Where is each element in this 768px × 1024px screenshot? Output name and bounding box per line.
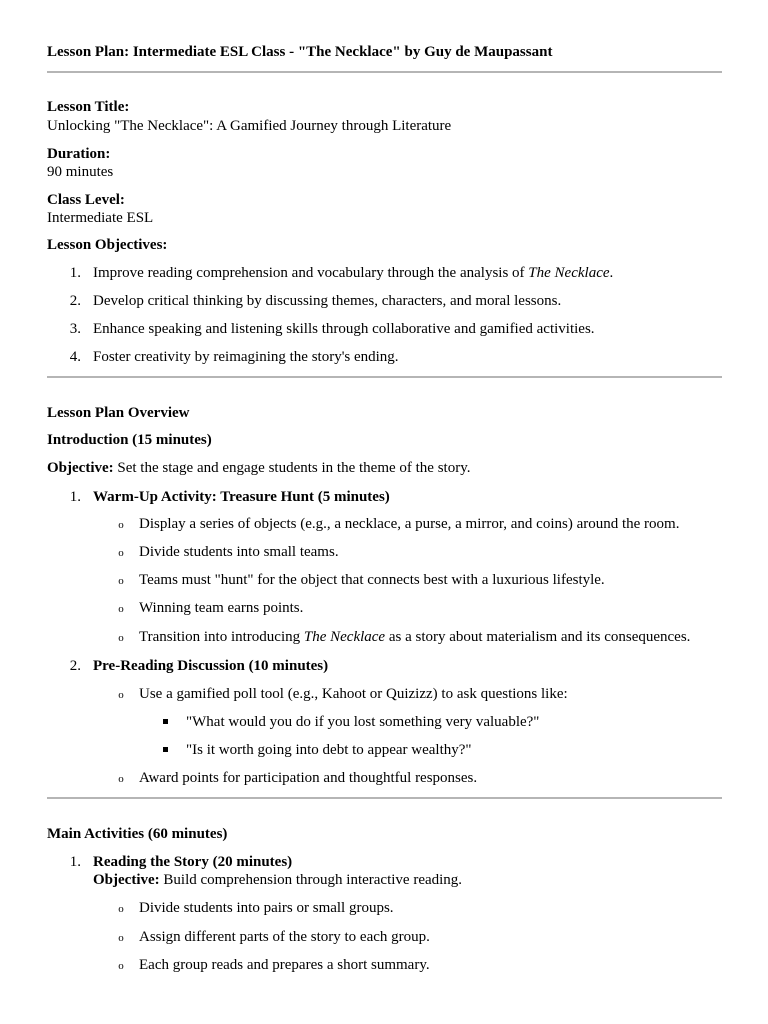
class-level-value: Intermediate ESL	[47, 210, 154, 226]
list-item: Divide students into pairs or small groups.	[139, 900, 394, 916]
step-objective: Objective: Build comprehension through interactive reading.	[93, 872, 463, 888]
circle-bullet-icon: o	[118, 632, 124, 644]
list-number: 2.	[69, 658, 81, 674]
question-item: "What would you do if you lost something very valuable?"	[186, 714, 540, 730]
objective-item: Develop critical thinking by discussing themes, characters, and moral lessons.	[93, 293, 562, 309]
circle-bullet-icon: o	[118, 773, 124, 785]
circle-bullet-icon: o	[118, 547, 124, 559]
list-number: 1.	[69, 489, 81, 505]
list-number: 3.	[69, 321, 81, 337]
duration-label: Duration:	[47, 146, 111, 162]
list-item: Each group reads and prepares a short summary.	[139, 957, 430, 973]
list-item: Award points for participation and thoughtful responses.	[139, 770, 478, 786]
objective-item: Enhance speaking and listening skills through collaborative and gamified activities.	[93, 321, 595, 337]
intro-heading: Introduction (15 minutes)	[47, 432, 212, 448]
list-number: 2.	[69, 293, 81, 309]
step-title: Reading the Story (20 minutes)	[93, 854, 293, 870]
square-bullet-icon	[163, 747, 168, 752]
question-item: "Is it worth going into debt to appear wealthy?"	[186, 742, 472, 758]
list-item: Display a series of objects (e.g., a necklace, a purse, a mirror, and coins) around the room.	[139, 516, 680, 532]
document-title: Lesson Plan: Intermediate ESL Class - "The Necklace" by Guy de Maupassant	[47, 44, 553, 60]
list-item: Divide students into small teams.	[139, 544, 339, 560]
divider	[47, 797, 722, 799]
list-item: Winning team earns points.	[139, 600, 304, 616]
main-activities-heading: Main Activities (60 minutes)	[47, 826, 228, 842]
divider	[47, 71, 722, 73]
divider	[47, 376, 722, 378]
step-title: Pre-Reading Discussion (10 minutes)	[93, 658, 329, 674]
list-item: Teams must "hunt" for the object that connects best with a luxurious lifestyle.	[139, 572, 605, 588]
circle-bullet-icon: o	[118, 960, 124, 972]
class-level-label: Class Level:	[47, 192, 125, 208]
intro-objective: Objective: Set the stage and engage students in the theme of the story.	[47, 460, 471, 476]
circle-bullet-icon: o	[118, 689, 124, 701]
circle-bullet-icon: o	[118, 519, 124, 531]
objective-item: Improve reading comprehension and vocabulary through the analysis of The Necklace.	[93, 265, 614, 281]
objective-item: Foster creativity by reimagining the story's ending.	[93, 349, 399, 365]
lesson-title-label: Lesson Title:	[47, 99, 130, 115]
list-number: 4.	[69, 349, 81, 365]
step-title: Warm-Up Activity: Treasure Hunt (5 minutes)	[93, 489, 390, 505]
square-bullet-icon	[163, 719, 168, 724]
lesson-title-value: Unlocking "The Necklace": A Gamified Journey through Literature	[47, 118, 452, 134]
list-item: Use a gamified poll tool (e.g., Kahoot or Quizizz) to ask questions like:	[139, 686, 568, 702]
overview-heading: Lesson Plan Overview	[47, 405, 190, 421]
circle-bullet-icon: o	[118, 575, 124, 587]
circle-bullet-icon: o	[118, 903, 124, 915]
circle-bullet-icon: o	[118, 932, 124, 944]
objectives-label: Lesson Objectives:	[47, 237, 168, 253]
circle-bullet-icon: o	[118, 603, 124, 615]
list-item: Assign different parts of the story to each group.	[139, 929, 430, 945]
list-number: 1.	[69, 265, 81, 281]
duration-value: 90 minutes	[47, 164, 114, 180]
list-number: 1.	[69, 854, 81, 870]
list-item: Transition into introducing The Necklace as a story about materialism and its consequences.	[139, 629, 691, 645]
